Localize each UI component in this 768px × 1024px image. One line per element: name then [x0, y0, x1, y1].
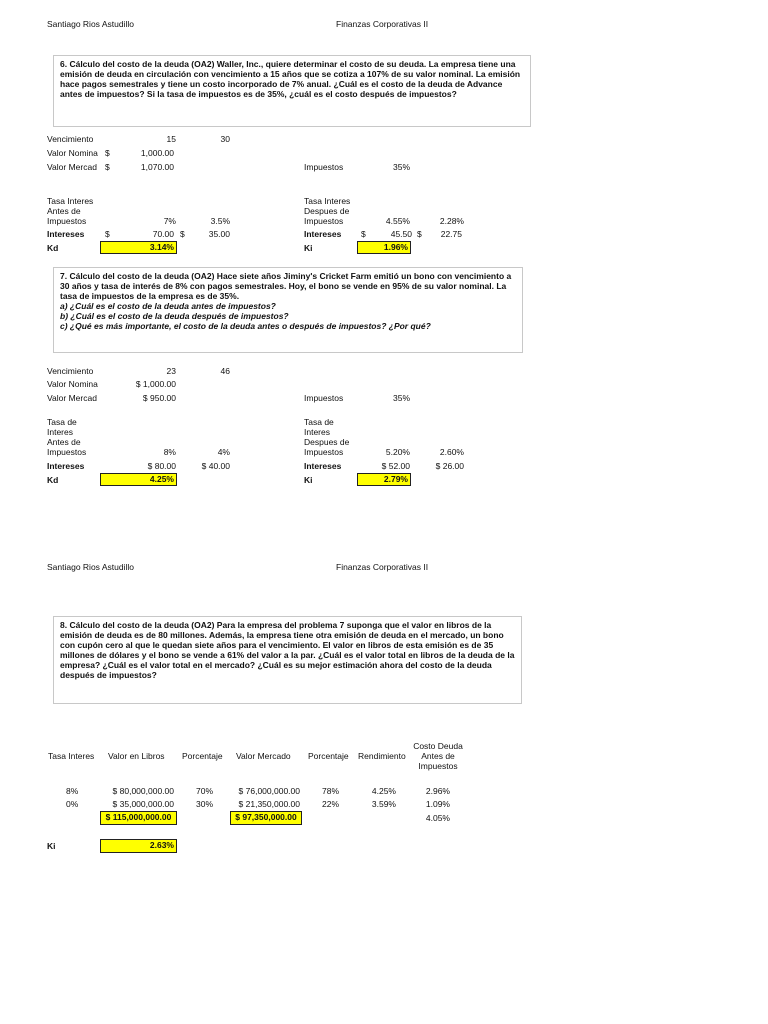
- p7-tasa-antes-l4: Impuestos: [47, 447, 87, 457]
- p8-header-tasa: Tasa Interes: [48, 751, 95, 761]
- p7-mercado-value: $ 950.00: [142, 393, 176, 403]
- problem-7-question-a: a) ¿Cuál es el costo de la deuda antes de impuestos?: [60, 301, 276, 311]
- p8-row1-tasa: 8%: [66, 786, 79, 796]
- p6-tasa-desp-label: [304, 196, 350, 226]
- p8-row1-porc2: 78%: [322, 786, 340, 796]
- p7-tasa-antes-l1: Tasa de: [47, 417, 77, 427]
- p7-vencimiento-years: 23: [166, 366, 176, 376]
- p8-row2-rend: 3.59%: [371, 799, 396, 809]
- p8-ki-label: Ki: [47, 841, 56, 851]
- p6-intereses-label: Intereses: [47, 229, 85, 239]
- problem-7-question-b: b) ¿Cuál es el costo de la deuda después de impuestos?: [60, 311, 289, 321]
- p7-ki-label: Ki: [304, 475, 313, 485]
- p8-total-mercado: $ 97,350,000.00: [230, 811, 302, 825]
- p6-nominal-label: Valor Nomina: [47, 148, 98, 158]
- p6-mercado-value: 1,070.00: [140, 162, 174, 172]
- p6-int2-label: Intereses: [304, 229, 342, 239]
- p7-kd-label: Kd: [47, 475, 59, 485]
- p6-tasa-antes-l1: Tasa Interes: [47, 196, 94, 206]
- p7-int2-v1: $ 52.00: [381, 461, 410, 471]
- p7-kd-value: 4.25%: [100, 473, 177, 486]
- problem-6-text: 6. Cálculo del costo de la deuda (OA2) Waller, Inc., quiere determinar el costo de su deuda. La empresa tiene una emisión de deuda en circulación con vencimiento a 15 años que se cotiza a 107% de su valor nominal. La emisión hace pagos semestrales y tiene un costo incorporado de 7% anual. ¿Cuál es el costo de la deuda de Advance antes de impuestos? Si la tasa de impuestos es de 35%, ¿cuál es el costo después de impuestos?: [60, 59, 521, 99]
- p6-tasa-antes-annual: 7%: [163, 216, 176, 226]
- p6-impuestos-value: 35%: [392, 162, 410, 172]
- p8-row2-porc1: 30%: [196, 799, 214, 809]
- p8-row1-libros: $ 80,000,000.00: [112, 786, 174, 796]
- p8-header-costo-l1: Costo Deuda: [413, 741, 463, 751]
- p7-tasa-desp-annual: 5.20%: [385, 447, 410, 457]
- p7-tasa-desp-l3: Despues de: [304, 437, 350, 447]
- p6-int-cur1: $: [105, 229, 110, 239]
- p8-row1-mercado: $ 76,000,000.00: [238, 786, 300, 796]
- p7-impuestos-label: Impuestos: [304, 393, 344, 403]
- p8-header-costo-l3: Impuestos: [418, 761, 458, 771]
- p8-row2-libros: $ 35,000,000.00: [112, 799, 174, 809]
- p8-header-mercado: Valor Mercado: [236, 751, 291, 761]
- p7-int2-v2: $ 26.00: [435, 461, 464, 471]
- author-name-page2: Santiago Rios Astudillo: [47, 562, 134, 572]
- p7-tasa-antes-l2: Interes: [47, 427, 73, 437]
- p8-header-porcentaje-2: Porcentaje: [308, 751, 349, 761]
- p7-tasa-desp-l1: Tasa de: [304, 417, 334, 427]
- p7-nominal-label: Valor Nomina: [47, 379, 98, 389]
- p8-row1-rend: 4.25%: [371, 786, 396, 796]
- p7-tasa-antes-label: [47, 417, 86, 457]
- p7-vencimiento-periods: 46: [220, 366, 230, 376]
- p6-tasa-desp-semi: 2.28%: [439, 216, 464, 226]
- p6-tasa-desp-annual: 4.55%: [385, 216, 410, 226]
- p8-row1-porc1: 70%: [196, 786, 214, 796]
- p8-header-costo: [406, 741, 470, 771]
- p6-int2-cur1: $: [361, 229, 366, 239]
- p7-tasa-desp-l4: Impuestos: [304, 447, 344, 457]
- p6-vencimiento-years: 15: [166, 134, 176, 144]
- p7-ki-value: 2.79%: [357, 473, 411, 486]
- p8-row2-tasa: 0%: [66, 799, 79, 809]
- p8-row2-costo: 1.09%: [425, 799, 450, 809]
- p6-tasa-antes-semi: 3.5%: [210, 216, 230, 226]
- p6-tasa-antes-label: [47, 196, 93, 226]
- p6-int-v2: 35.00: [208, 229, 230, 239]
- p6-tasa-desp-l2: Despues de: [304, 206, 350, 216]
- p6-vencimiento-periods: 30: [220, 134, 230, 144]
- problem-7-statement: [53, 267, 523, 353]
- p8-row2-mercado: $ 21,350,000.00: [238, 799, 300, 809]
- p6-tasa-antes-l2: Antes de: [47, 206, 81, 216]
- p6-int2-cur2: $: [417, 229, 422, 239]
- p6-tasa-desp-l1: Tasa Interes: [304, 196, 351, 206]
- problem-8-statement: [53, 616, 522, 704]
- p8-header-costo-l2: Antes de: [421, 751, 455, 761]
- p8-total-libros: $ 115,000,000.00: [100, 811, 177, 825]
- p7-vencimiento-label: Vencimiento: [47, 366, 94, 376]
- p6-vencimiento-label: Vencimiento: [47, 134, 94, 144]
- p8-ki-value: 2.63%: [100, 839, 177, 853]
- p6-kd-value: 3.14%: [100, 241, 177, 254]
- problem-7-question-c: c) ¿Qué es más importante, el costo de la deuda antes o después de impuestos? ¿Por qué?: [60, 321, 431, 331]
- p6-int2-v1: 45.50: [390, 229, 412, 239]
- p6-nominal-currency: $: [105, 148, 110, 158]
- p7-nominal-value: $ 1,000.00: [135, 379, 176, 389]
- p6-int2-v2: 22.75: [440, 229, 462, 239]
- p8-total-costo: 4.05%: [425, 813, 450, 823]
- p8-row1-costo: 2.96%: [425, 786, 450, 796]
- p6-kd-label: Kd: [47, 243, 59, 253]
- p6-mercado-label: Valor Mercad: [47, 162, 97, 172]
- p6-nominal-value: 1,000.00: [140, 148, 174, 158]
- p6-tasa-antes-l3: Impuestos: [47, 216, 87, 226]
- p8-header-porcentaje-1: Porcentaje: [182, 751, 223, 761]
- p6-ki-label: Ki: [304, 243, 313, 253]
- p8-row2-porc2: 22%: [322, 799, 340, 809]
- p6-tasa-desp-l3: Impuestos: [304, 216, 344, 226]
- p7-int-v1: $ 80.00: [147, 461, 176, 471]
- course-title-page2: Finanzas Corporativas II: [336, 562, 429, 572]
- p7-int2-label: Intereses: [304, 461, 342, 471]
- p7-tasa-antes-annual: 8%: [163, 447, 176, 457]
- p7-intereses-label: Intereses: [47, 461, 85, 471]
- p8-header-rendimiento: Rendimiento: [358, 751, 406, 761]
- p7-tasa-desp-l2: Interes: [304, 427, 330, 437]
- course-title: Finanzas Corporativas II: [336, 19, 429, 29]
- problem-6-statement: [53, 55, 531, 127]
- problem-8-text: 8. Cálculo del costo de la deuda (OA2) Para la empresa del problema 7 suponga que el valor en libros de la emisión de deuda es de 80 millones. Además, la empresa tiene otra emisión de deuda en el mercado, un bono con cupón cero al que le quedan siete años para el vencimiento. El valor en libros de esta emisión es de 35 millones de dólares y el bono se vende a 61% del valor a la par. ¿Cuál es el valor total en libros de la deuda de la empresa? ¿Cuál es el valor total en el mercado? ¿Cuál es su mejor estimación ahora del costo de la deuda después de impuestos?: [60, 620, 515, 680]
- p6-impuestos-label: Impuestos: [304, 162, 344, 172]
- p7-tasa-desp-label: [304, 417, 349, 457]
- p7-int-v2: $ 40.00: [201, 461, 230, 471]
- p6-int-cur2: $: [180, 229, 185, 239]
- p6-int-v1: 70.00: [152, 229, 174, 239]
- problem-7-text: 7. Cálculo del costo de la deuda (OA2) Hace siete años Jiminy's Cricket Farm emitió un bono con vencimiento a 30 años y tasa de interés de 8% con pagos semestrales. Hoy, el bono se vende en 95% de su valor nominal. La tasa de impuestos de la empresa es de 35%.: [60, 271, 512, 301]
- author-name: Santiago Rios Astudillo: [47, 19, 134, 29]
- p7-tasa-antes-l3: Antes de: [47, 437, 81, 447]
- p6-mercado-currency: $: [105, 162, 110, 172]
- p7-tasa-desp-semi: 2.60%: [439, 447, 464, 457]
- p7-mercado-label: Valor Mercad: [47, 393, 97, 403]
- p8-header-libros: Valor en Libros: [108, 751, 165, 761]
- p6-ki-value: 1.96%: [357, 241, 411, 254]
- p7-impuestos-value: 35%: [392, 393, 410, 403]
- p7-tasa-antes-semi: 4%: [217, 447, 230, 457]
